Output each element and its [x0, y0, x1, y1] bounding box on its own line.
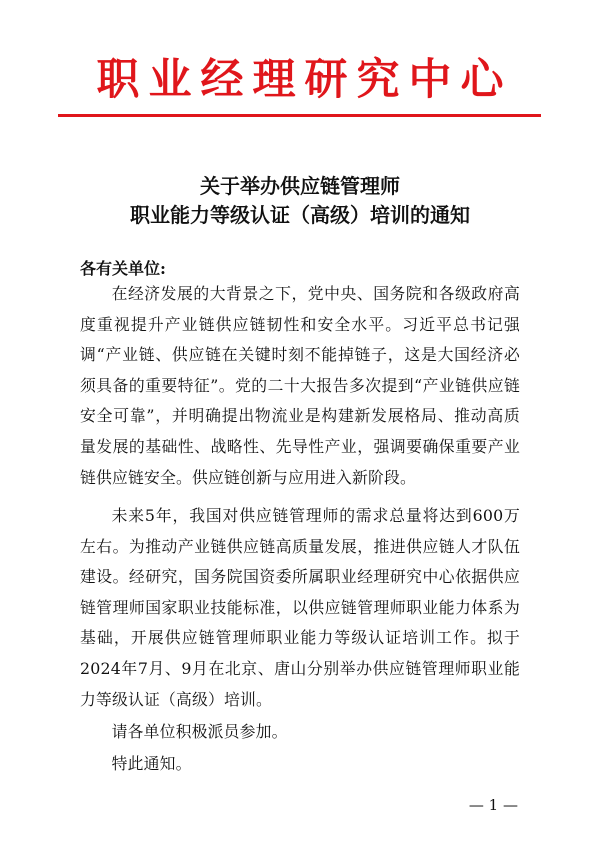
salutation: 各有关单位: — [80, 259, 166, 278]
document-title-line-1: 关于举办供应链管理师 — [200, 174, 400, 198]
body-paragraph-3: 请各单位积极派员参加。 — [111, 722, 288, 741]
page-number: — 1 — — [468, 796, 518, 814]
document-title-line-2: 职业能力等级认证（高级）培训的通知 — [130, 203, 470, 227]
body-paragraph-1: 在经济发展的大背景之下，党中央、国务院和各级政府高度重视提升产业链供应链韧性和安全水平。习近平总书记强调“产业链、供应链在关键时刻不能掉链子，这是大国经济必须具备的重要特征”。党的二十大报告多次提到“产业链供应链安全可靠”，并明确提出物流业是构建新发展格局、推动高质量发展的基础性、战略性、先导性产业，强调要确保重要产业链供应链安全。供应链创新与应用进入新阶段。 — [80, 284, 520, 487]
body-paragraph-4: 特此通知。 — [111, 754, 192, 773]
body-paragraph-2: 未来5年，我国对供应链管理师的需求总量将达到600万左右。为推动产业链供应链高质量发展，推进供应链人才队伍建设。经研究，国务院国资委所属职业经理研究中心依据供应链管理师国家职业技能标准，以供应链管理师职业能力体系为基础，开展供应链管理师职业能力等级认证培训工作。拟于2024年7月、9月在北京、唐山分别举办供应链管理师职业能力等级认证（高级）培训。 — [80, 506, 520, 709]
org-header: 职业经理研究中心 — [96, 55, 513, 105]
header-red-rule — [58, 114, 541, 117]
